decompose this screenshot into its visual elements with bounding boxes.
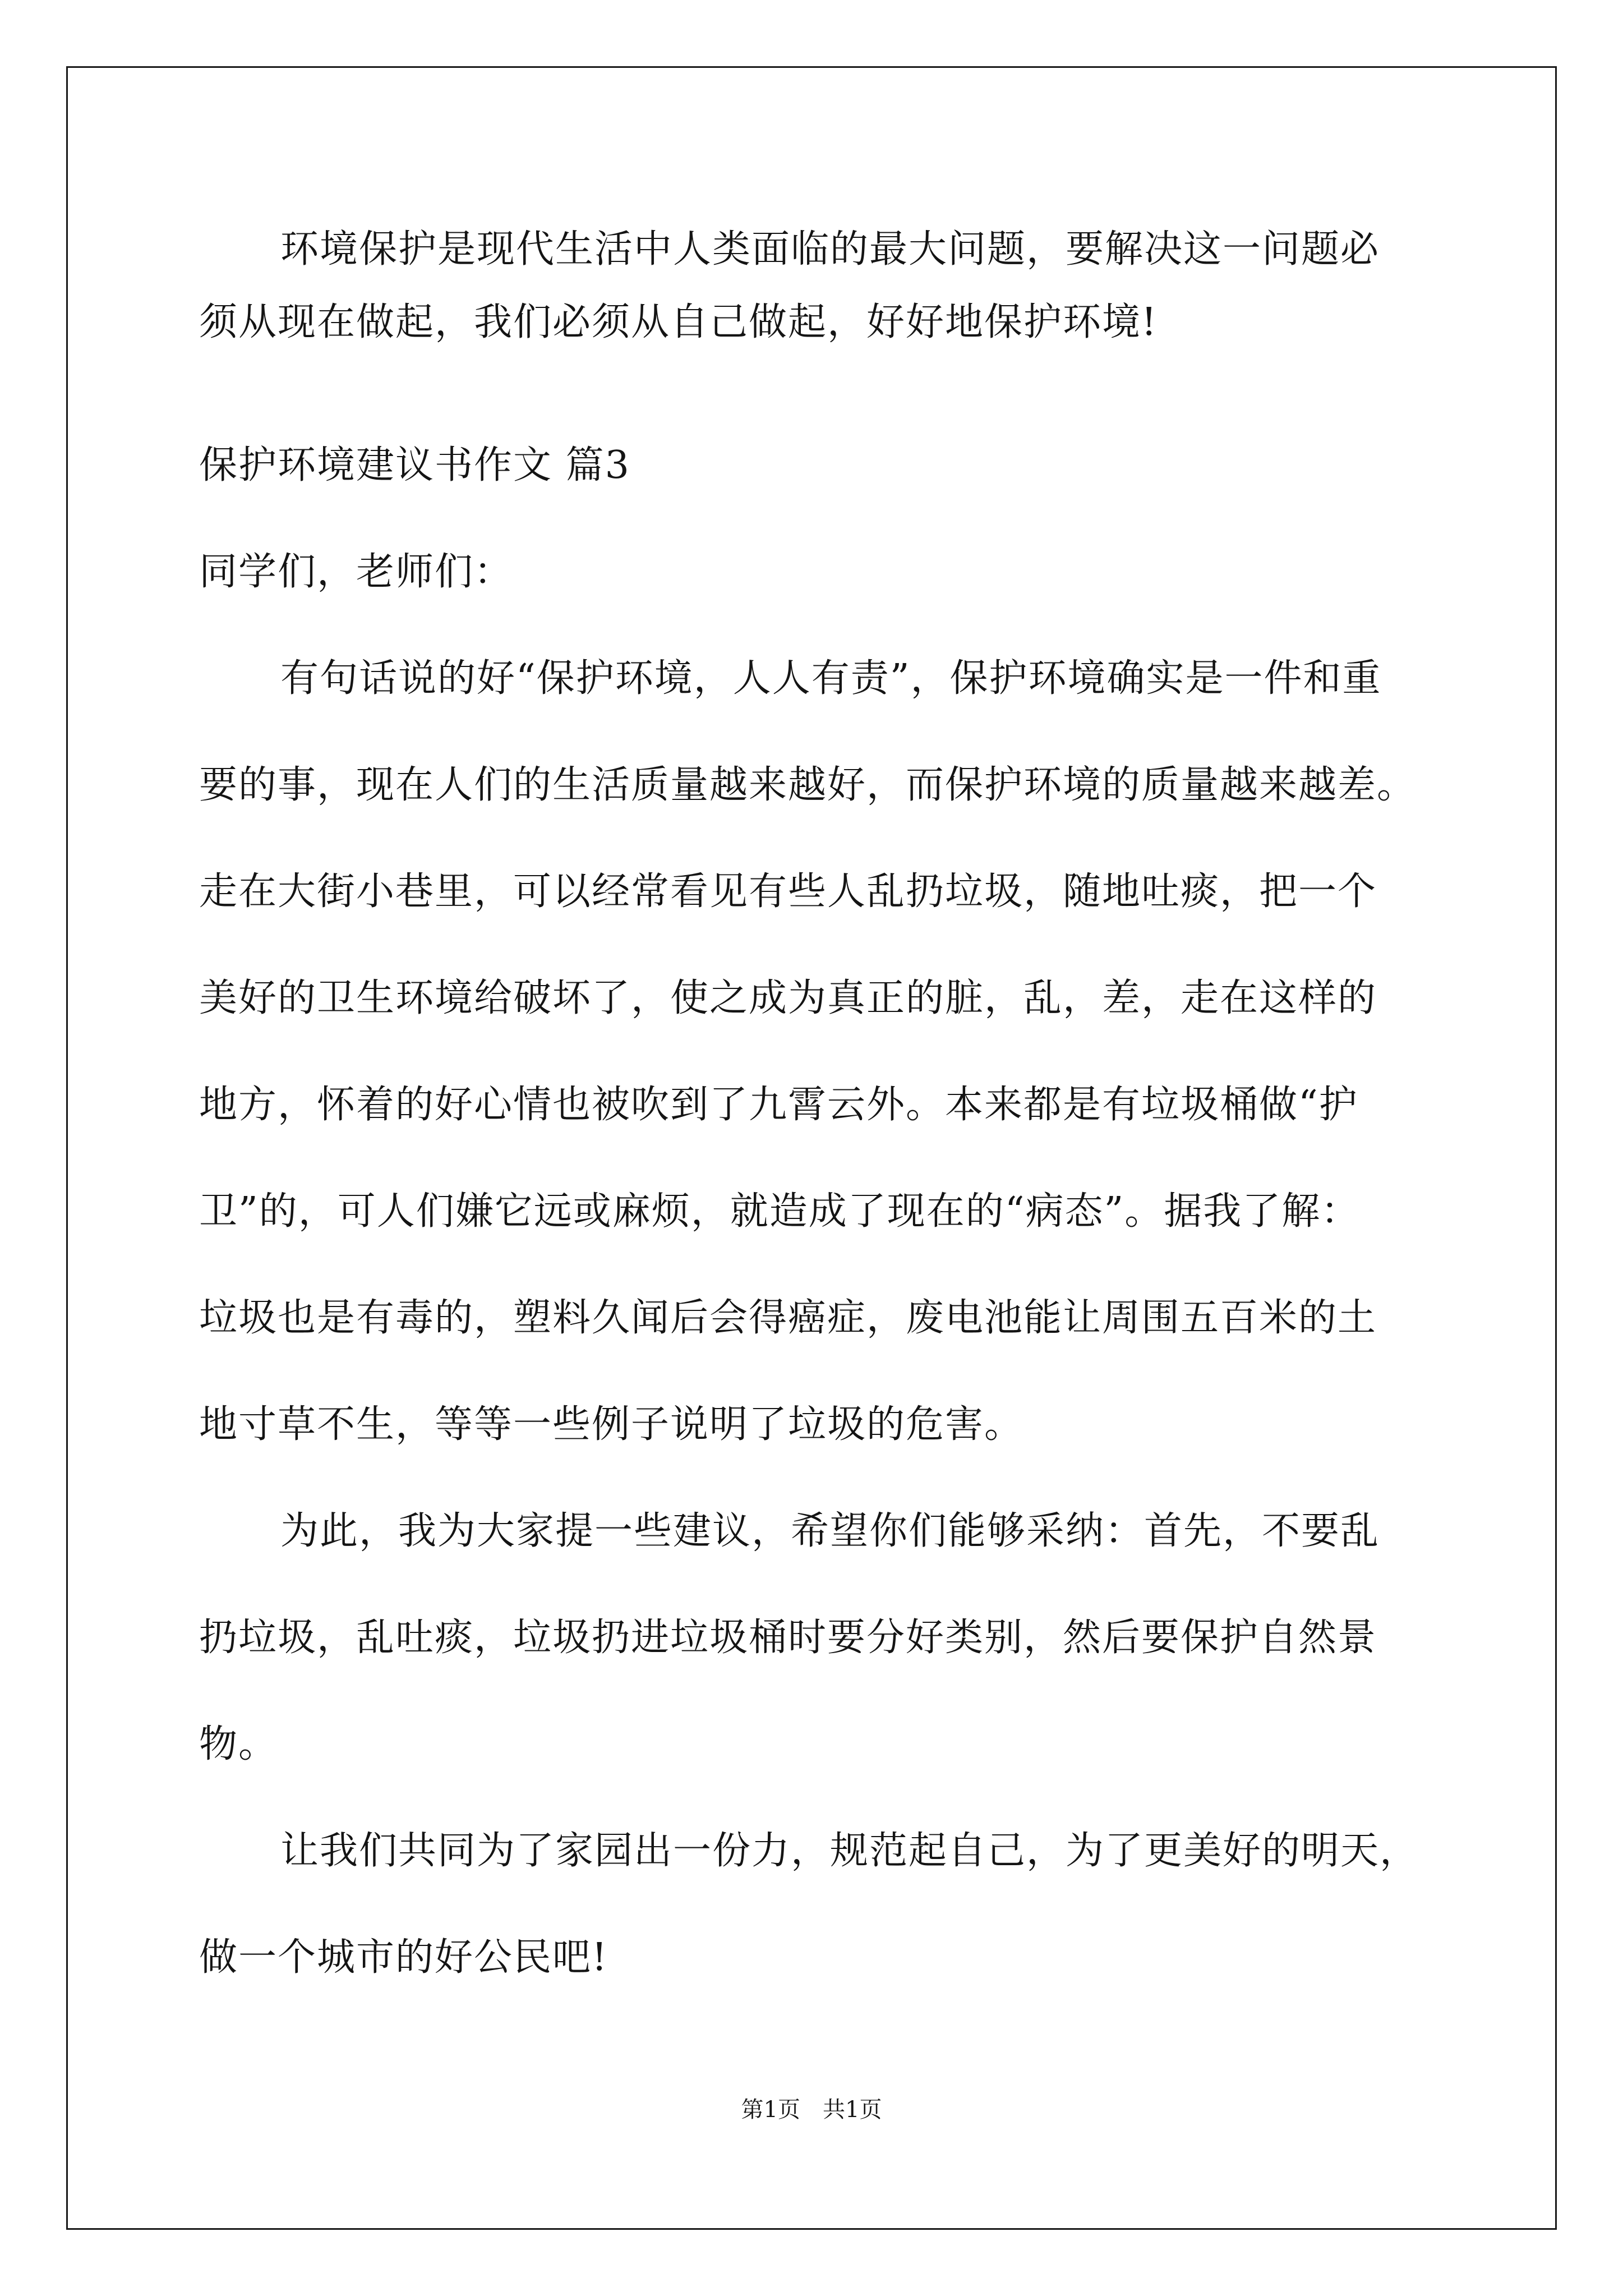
paragraph-line: 地方，怀着的好心情也被吹到了九霄云外。本来都是有垃圾桶做“护: [199, 1083, 1358, 1127]
paragraph-line: 走在大街小巷里，可以经常看见有些人乱扔垃圾，随地吐痰，把一个: [199, 869, 1377, 914]
paragraph-line: 须从现在做起，我们必须从自己做起，好好地保护环境!: [199, 300, 1158, 344]
paragraph-line: 地寸草不生，等等一些例子说明了垃圾的危害。: [199, 1402, 1024, 1447]
paragraph-line: 做一个城市的好公民吧!: [199, 1935, 608, 1980]
salutation: 同学们，老师们：: [199, 550, 514, 594]
paragraph-line: 要的事，现在人们的生活质量越来越好，而保护环境的质量越来越差。: [199, 763, 1417, 807]
paragraph-line: 为此，我为大家提一些建议，希望你们能够采纳：首先，不要乱: [280, 1509, 1380, 1553]
paragraph-line: 有句话说的好“保护环境，人人有责”，保护环境确实是一件和重: [280, 656, 1382, 701]
paragraph-line: 垃圾也是有毒的，塑料久闻后会得癌症，废电池能让周围五百米的土: [199, 1296, 1377, 1340]
paragraph-line: 卫”的，可人们嫌它远或麻烦，就造成了现在的“病态”。据我了解：: [199, 1189, 1361, 1234]
page-border: [66, 66, 1557, 2230]
paragraph-line: 扔垃圾，乱吐痰，垃圾扔进垃圾桶时要分好类别，然后要保护自然景: [199, 1616, 1377, 1660]
paragraph-line: 环境保护是现代生活中人类面临的最大问题，要解决这一问题必: [280, 227, 1380, 272]
page-number-footer: 第1页 共1页: [741, 2097, 882, 2123]
paragraph-line: 让我们共同为了家园出一份力，规范起自己，为了更美好的明天，: [280, 1829, 1419, 1873]
section-heading: 保护环境建议书作文 篇3: [199, 443, 630, 487]
paragraph-line: 美好的卫生环境给破坏了，使之成为真正的脏，乱，差，走在这样的: [199, 976, 1377, 1020]
paragraph-line: 物。: [199, 1722, 278, 1766]
